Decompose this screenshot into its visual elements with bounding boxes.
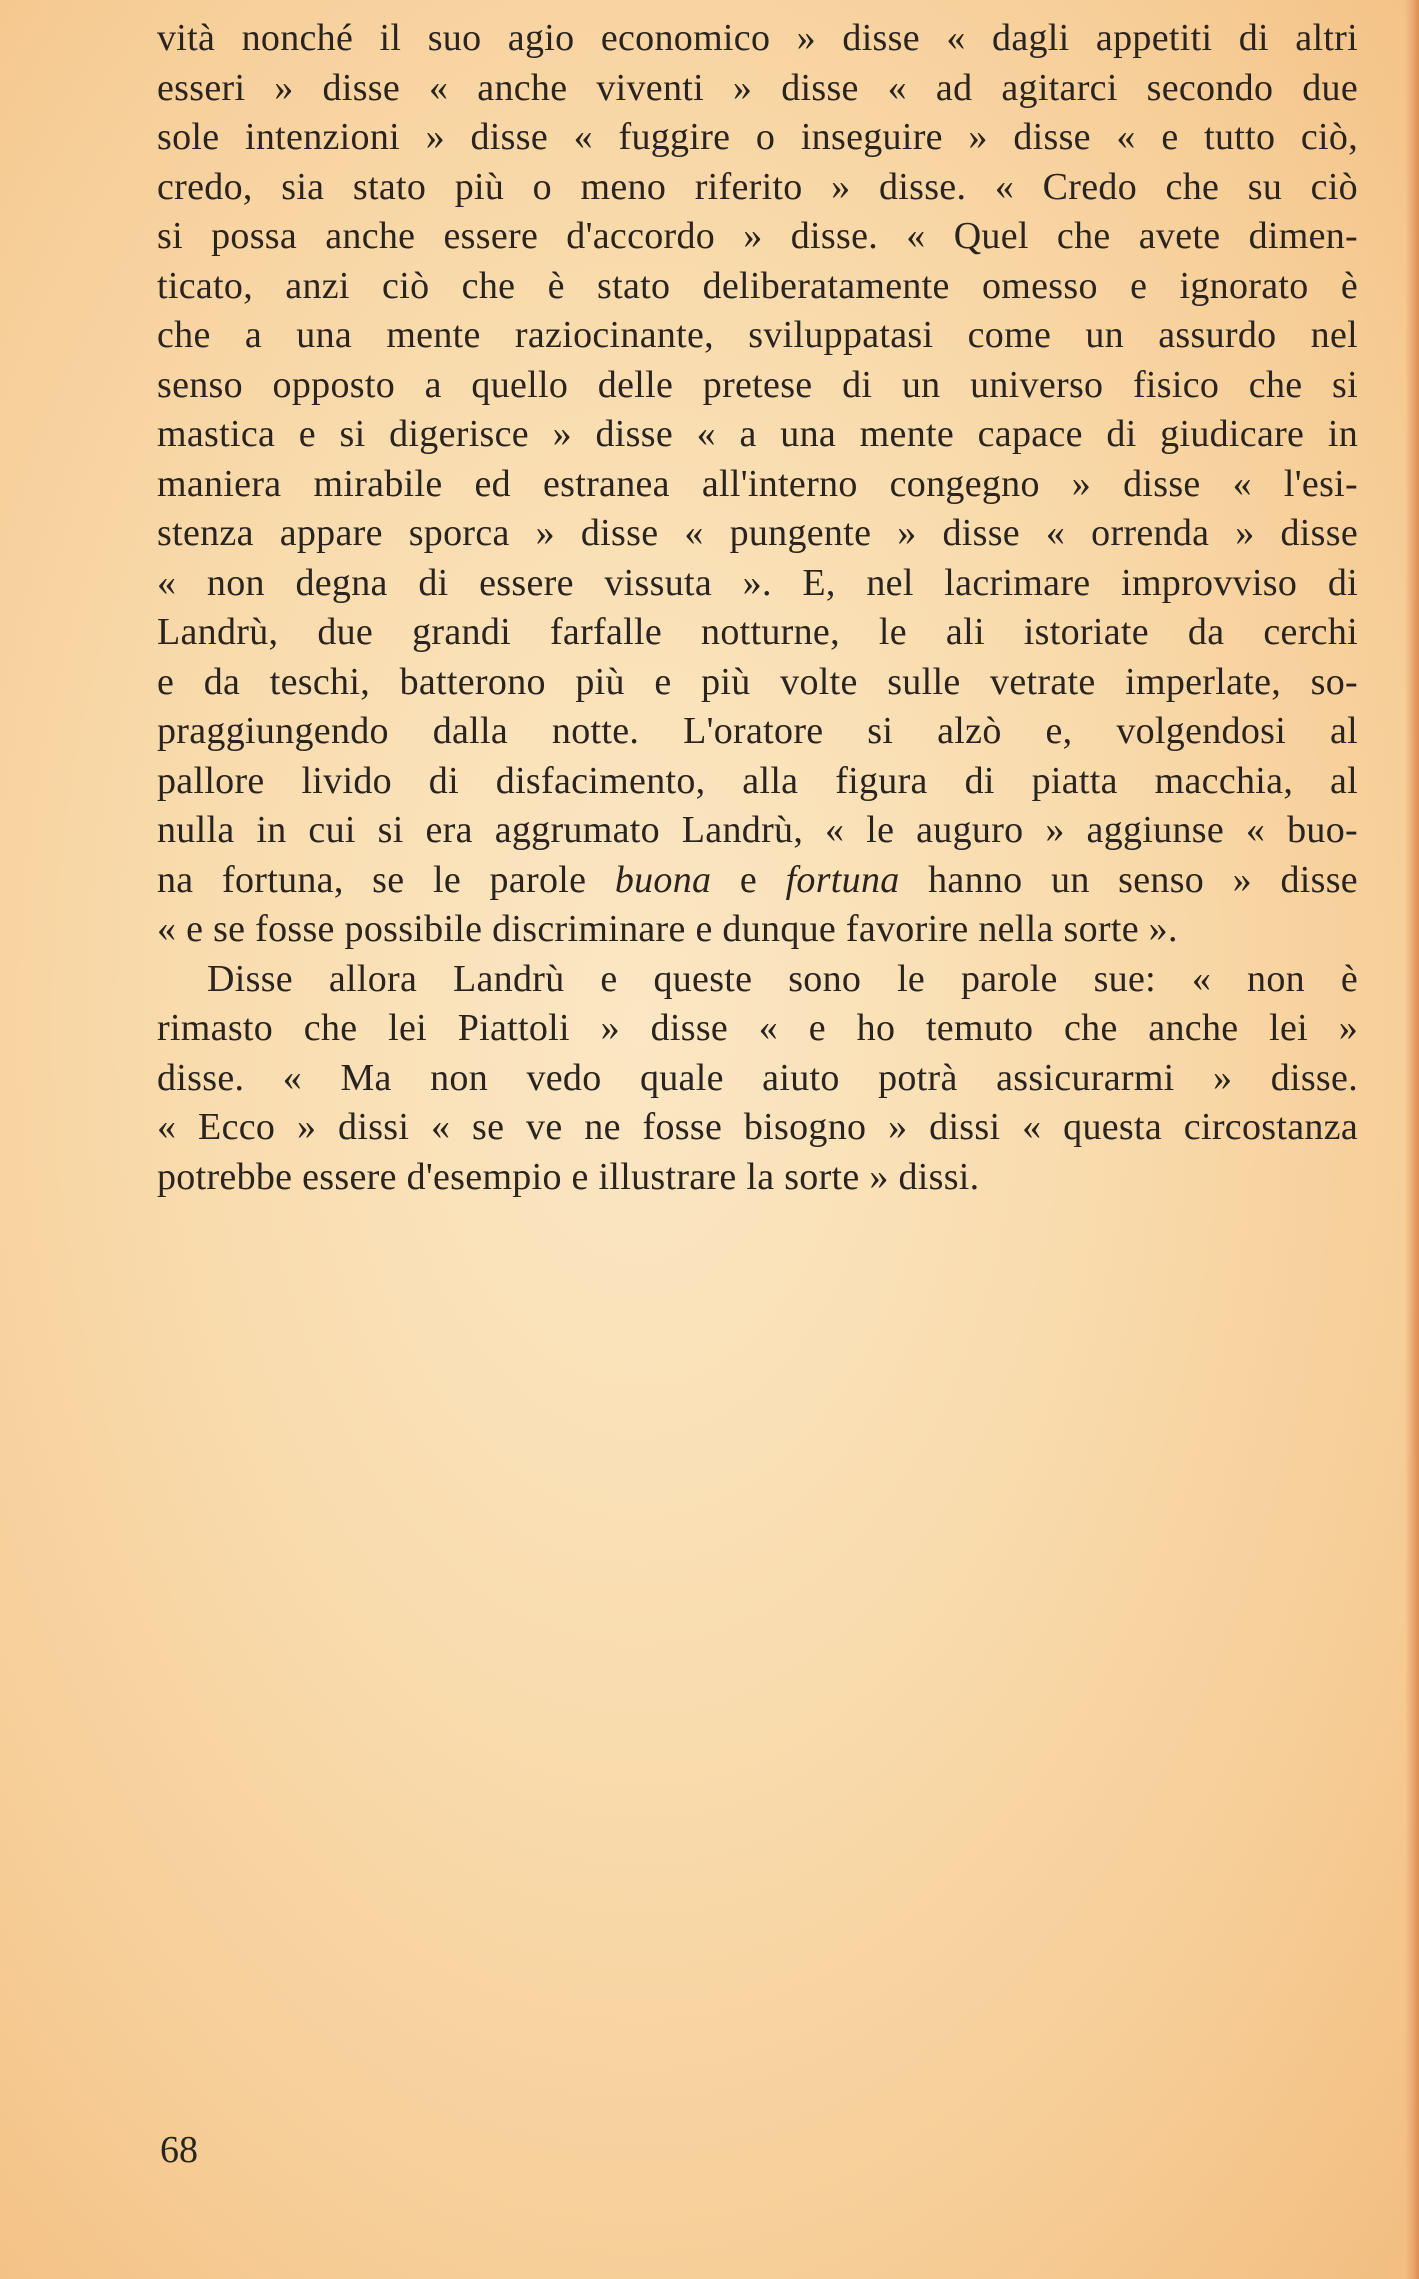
text-line: maniera mirabile ed estranea all'interno congegno » disse « l'esi- (157, 462, 1358, 505)
text-line: « non degna di essere vissuta ». E, nel lacrimare improvviso di (157, 561, 1358, 604)
text-line: potrebbe essere d'esempio e illustrare la sorte » dissi. (157, 1155, 980, 1198)
text-line: si possa anche essere d'accordo » disse. « Quel che avete dimen- (157, 215, 1358, 257)
text-line: vità nonché il suo agio economico » disse « dagli appetiti di altri (157, 17, 1358, 59)
text-line: esseri » disse « anche viventi » disse « ad agitarci secondo due (157, 66, 1358, 109)
text-line: sole intenzioni » disse « fuggire o inseguire » disse « e tutto ciò, (157, 116, 1358, 158)
body-text (157, 14, 1358, 1202)
text-line: mastica e si digerisce » disse « a una mente capace di giudicare in (157, 413, 1358, 455)
paragraph-2 (157, 955, 1358, 1203)
text-line: stenza appare sporca » disse « pungente » disse « orrenda » disse (157, 512, 1358, 554)
text-line: rimasto che lei Piattoli » disse « e ho temuto che anche lei » (157, 1007, 1358, 1049)
text-line: « e se fosse possibile discriminare e dunque favorire nella sorte ». (157, 908, 1178, 950)
italic-word-fortuna: fortuna (785, 858, 900, 901)
paragraph-1 (157, 14, 1358, 955)
text-line: e da teschi, batterono più e più volte sulle vetrate imperlate, so- (157, 660, 1358, 703)
page-number: 68 (160, 2129, 198, 2171)
text-line: ticato, anzi ciò che è stato deliberatamente omesso e ignorato è (157, 264, 1358, 307)
text-line: praggiungendo dalla notte. L'oratore si alzò e, volgendosi al (157, 710, 1358, 752)
text-line: che a una mente raziocinante, sviluppatasi come un assurdo nel (157, 314, 1358, 356)
text-line: senso opposto a quello delle pretese di un universo fisico che si (157, 363, 1358, 406)
text-line-with-italics (157, 856, 1358, 906)
line-segment: e (711, 858, 786, 901)
page-edge-shadow (1405, 0, 1419, 2279)
text-line: credo, sia stato più o meno riferito » disse. « Credo che su ciò (157, 165, 1358, 208)
text-line: disse. « Ma non vedo quale aiuto potrà assicurarmi » disse. (157, 1056, 1358, 1099)
text-line: Disse allora Landrù e queste sono le parole sue: « non è (207, 957, 1358, 1000)
text-line: pallore livido di disfacimento, alla figura di piatta macchia, al (157, 759, 1358, 802)
line-segment: na fortuna, se le parole (157, 858, 615, 901)
text-line: nulla in cui si era aggrumato Landrù, « le auguro » aggiunse « buo- (157, 809, 1358, 851)
line-segment: hanno un senso » disse (899, 858, 1358, 901)
italic-word-buona: buona (614, 858, 712, 901)
text-line: « Ecco » dissi « se ve ne fosse bisogno » dissi « questa circostanza (157, 1106, 1358, 1148)
text-line: Landrù, due grandi farfalle notturne, le ali istoriate da cerchi (157, 611, 1358, 653)
